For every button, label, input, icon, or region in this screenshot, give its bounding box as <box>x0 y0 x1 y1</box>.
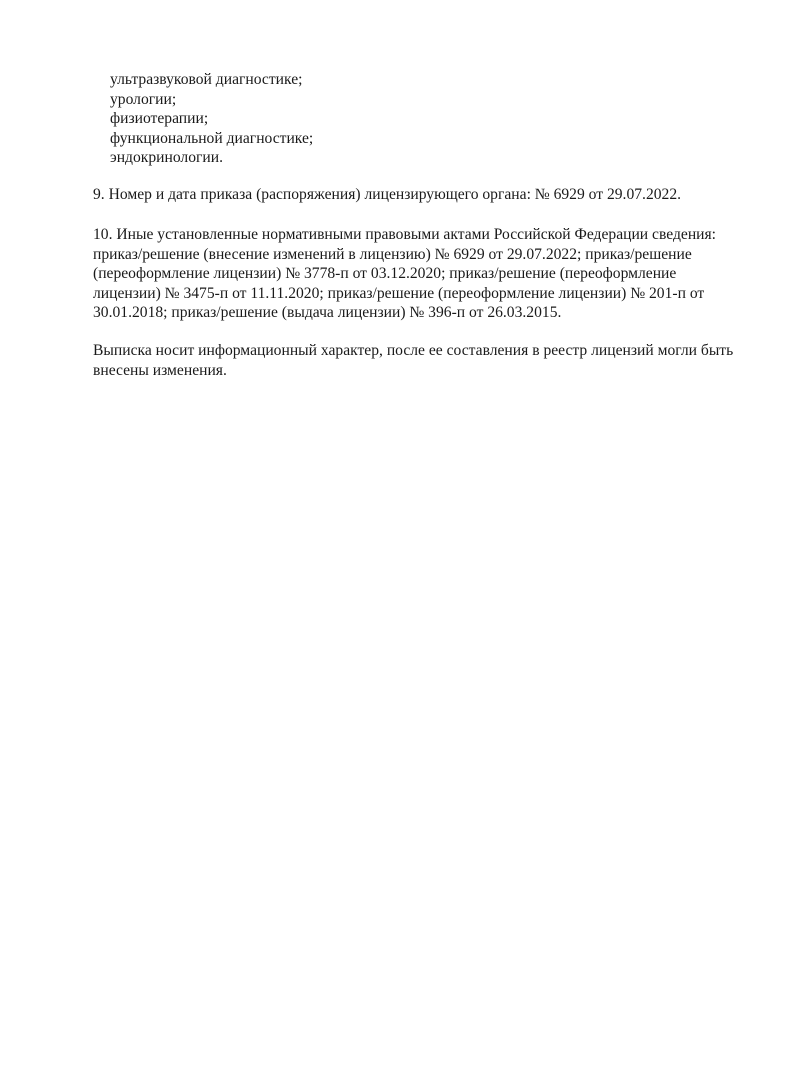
specialty-list <box>110 70 313 168</box>
paragraph-line: (переоформление лицензии) № 3778-п от 03.12.2020; приказ/решение (переоформление <box>93 265 677 282</box>
list-item: физиотерапии; <box>110 110 209 127</box>
order-number-paragraph <box>93 185 763 205</box>
list-item: ультразвуковой диагностике; <box>110 71 303 88</box>
list-item: эндокринологии. <box>110 149 223 166</box>
list-item: функциональной диагностике; <box>110 129 314 147</box>
paragraph-line: лицензии) № 3475-п от 11.11.2020; приказ/решение (переоформление лицензии) № 201-п от <box>93 284 705 302</box>
list-item: урологии; <box>110 90 177 108</box>
paragraph-line: внесены изменения. <box>93 361 227 379</box>
paragraph-line: 10. Иные установленные нормативными правовыми актами Российской Федерации сведения: <box>93 226 717 243</box>
paragraph-line: 9. Номер и дата приказа (распоряжения) лицензирующего органа: № 6929 от 29.07.2022. <box>93 186 682 203</box>
paragraph-line: Выписка носит информационный характер, после ее составления в реестр лицензий могли быть <box>93 342 734 359</box>
paragraph-line: 30.01.2018; приказ/решение (выдача лицензии) № 396-п от 26.03.2015. <box>93 304 562 321</box>
paragraph-line: приказ/решение (внесение изменений в лицензию) № 6929 от 29.07.2022; приказ/решение <box>93 245 692 263</box>
other-info-paragraph <box>93 225 763 323</box>
disclaimer-paragraph <box>93 341 763 380</box>
